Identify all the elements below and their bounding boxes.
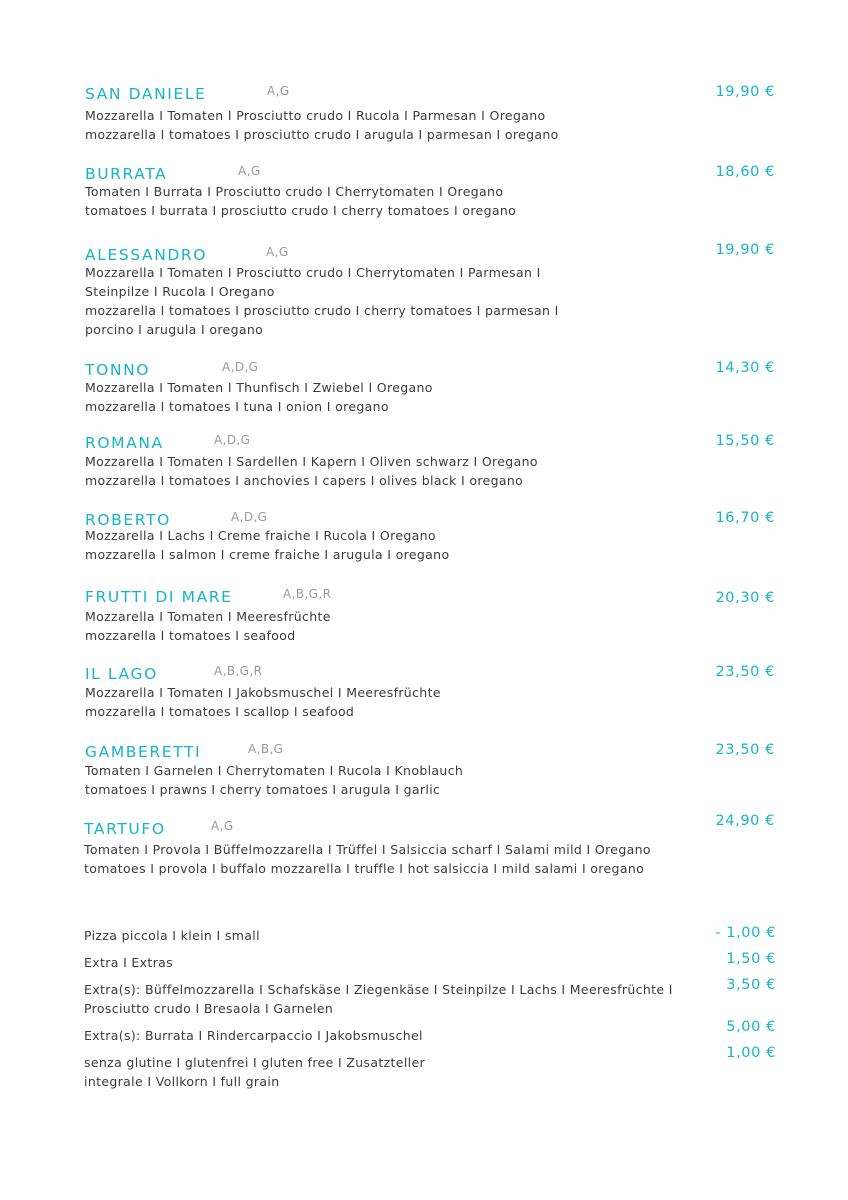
item-price: 19,90 € — [715, 242, 775, 258]
item-description — [85, 526, 645, 564]
description-de: Mozzarella I Tomaten I Sardellen I Kapern I Oliven schwarz I Oregano — [85, 454, 538, 469]
description-de: Mozzarella I Tomaten I Jakobsmuschel I Meeresfrüchte — [85, 685, 441, 700]
item-name: SAN DANIELE — [85, 85, 207, 103]
item-name: ROMANA — [85, 434, 164, 452]
description-en: tomatoes I provola I buffalo mozzarella I truffle I hot salsiccia I mild salami I oregano — [84, 861, 645, 876]
description-en: mozzarella I tomatoes I seafood — [85, 628, 296, 643]
item-description — [85, 761, 645, 799]
item-allergens: A,D,G — [214, 433, 251, 447]
description-en: mozzarella I tomatoes I tuna I onion I oregano — [85, 399, 389, 414]
extra-price: 3,50 € — [726, 977, 776, 993]
item-allergens: A,D,G — [231, 510, 268, 524]
extra-extras — [84, 953, 776, 972]
description-de-cont: Steinpilze I Rucola I Oregano — [85, 284, 275, 299]
extra-line: senza glutine I glutenfrei I gluten free I Zusatzteller — [84, 1055, 426, 1070]
item-allergens: A,G — [238, 164, 261, 178]
description-en: tomatoes I burrata I prosciutto crudo I cherry tomatoes I oregano — [85, 203, 517, 218]
extra-text — [84, 980, 684, 1018]
item-name: FRUTTI DI MARE — [85, 588, 233, 606]
description-de: Tomaten I Garnelen I Cherrytomaten I Rucola I Knoblauch — [85, 763, 464, 778]
extra-luxury-toppings — [84, 1019, 776, 1045]
item-price: 20,30 € — [715, 590, 775, 606]
item-allergens: A,B,G — [248, 742, 284, 756]
extra-line: Extra I Extras — [84, 955, 174, 970]
extra-premium-toppings — [84, 977, 776, 1018]
item-description — [85, 607, 645, 645]
description-de: Mozzarella I Tomaten I Thunfisch I Zwiebel I Oregano — [85, 380, 433, 395]
description-de: Mozzarella I Tomaten I Prosciutto crudo I Rucola I Parmesan I Oregano — [85, 108, 546, 123]
extra-price: 1,00 € — [726, 1045, 776, 1061]
item-description — [84, 840, 684, 878]
extra-line-cont: Prosciutto crudo I Bresaola I Garnelen — [84, 1001, 334, 1016]
item-description — [85, 378, 645, 416]
description-de: Tomaten I Provola I Büffelmozzarella I Trüffel I Salsiccia scharf I Salami mild I Oregano — [84, 842, 651, 857]
item-price: 15,50 € — [715, 433, 775, 449]
item-allergens: A,B,G,R — [214, 664, 263, 678]
item-allergens: A,G — [266, 245, 289, 259]
extra-line: Pizza piccola I klein I small — [84, 928, 260, 943]
item-allergens: A,D,G — [222, 360, 259, 374]
extra-price: 1,50 € — [726, 951, 776, 967]
item-description — [85, 182, 645, 220]
extra-line: Extra(s): Burrata I Rindercarpaccio I Jakobsmuschel — [84, 1028, 423, 1043]
item-price: 16,70 € — [715, 510, 775, 526]
description-en: tomatoes I prawns I cherry tomatoes I arugula I garlic — [85, 782, 441, 797]
description-en: mozzarella I tomatoes I prosciutto crudo I arugula I parmesan I oregano — [85, 127, 559, 142]
extra-line-cont: integrale I Vollkorn I full grain — [84, 1074, 280, 1089]
description-en: mozzarella I tomatoes I prosciutto crudo I cherry tomatoes I parmesan I — [85, 303, 559, 318]
extra-dough-options — [84, 1045, 776, 1091]
item-name: GAMBERETTI — [85, 743, 202, 761]
item-allergens: A,G — [267, 84, 290, 98]
item-description — [85, 452, 645, 490]
item-name: ROBERTO — [85, 511, 171, 529]
item-description — [85, 106, 645, 144]
description-de: Mozzarella I Tomaten I Prosciutto crudo I Cherrytomaten I Parmesan I — [85, 265, 541, 280]
item-price: 18,60 € — [715, 164, 775, 180]
description-en: mozzarella I tomatoes I scallop I seafood — [85, 704, 355, 719]
item-price: 19,90 € — [715, 84, 775, 100]
item-name: TONNO — [85, 361, 151, 379]
extra-line: Extra(s): Büffelmozzarella I Schafskäse I Ziegenkäse I Steinpilze I Lachs I Meeresfrüchte I — [84, 982, 673, 997]
extra-small-pizza — [84, 926, 776, 945]
item-price: 24,90 € — [715, 813, 775, 829]
description-de: Mozzarella I Tomaten I Meeresfrüchte — [85, 609, 331, 624]
item-name: ALESSANDRO — [85, 246, 208, 264]
extra-price: - 1,00 € — [715, 925, 776, 941]
extra-text — [84, 953, 684, 972]
extra-text — [84, 926, 684, 945]
item-name: IL LAGO — [85, 665, 158, 683]
item-price: 23,50 € — [715, 664, 775, 680]
description-en: mozzarella I salmon I creme fraiche I arugula I oregano — [85, 547, 450, 562]
extra-text — [84, 1053, 684, 1091]
item-description — [85, 683, 645, 721]
description-en: mozzarella I tomatoes I anchovies I capers I olives black I oregano — [85, 473, 524, 488]
description-de: Mozzarella I Lachs I Creme fraiche I Rucola I Oregano — [85, 528, 436, 543]
item-description — [85, 263, 645, 339]
item-allergens: A,B,G,R — [283, 587, 332, 601]
item-price: 14,30 € — [715, 360, 775, 376]
item-name: TARTUFO — [84, 820, 166, 838]
item-allergens: A,G — [211, 819, 234, 833]
description-de: Tomaten I Burrata I Prosciutto crudo I Cherrytomaten I Oregano — [85, 184, 504, 199]
item-name: BURRATA — [85, 165, 168, 183]
extra-price: 5,00 € — [726, 1019, 776, 1035]
extra-text — [84, 1026, 684, 1045]
description-en-cont: porcino I arugula I oregano — [85, 322, 264, 337]
item-price: 23,50 € — [715, 742, 775, 758]
